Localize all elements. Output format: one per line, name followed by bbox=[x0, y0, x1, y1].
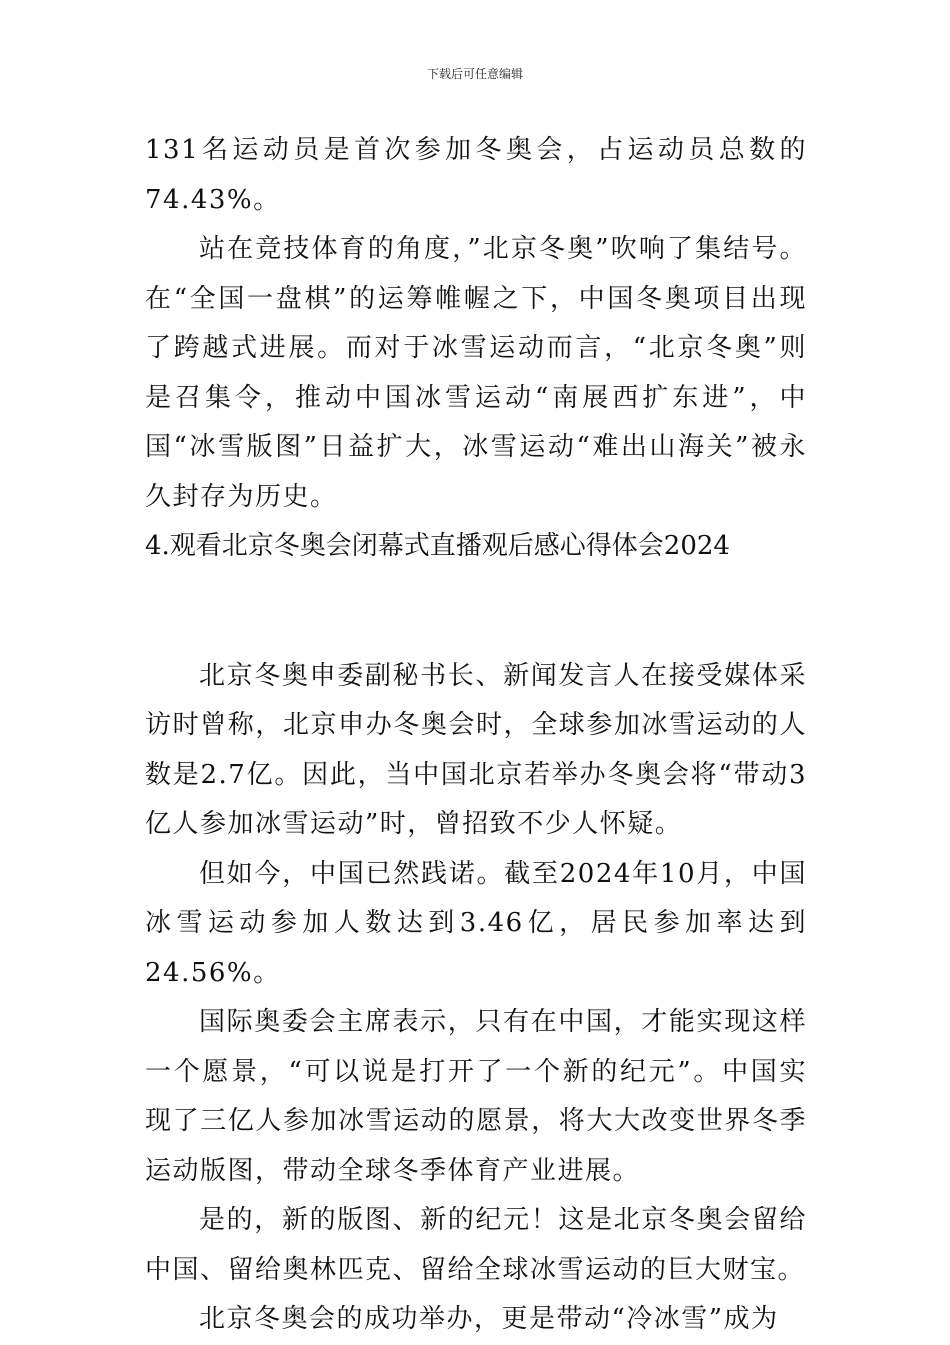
section-heading: 4.观看北京冬奥会闭幕式直播观后感心得体会2024 bbox=[145, 531, 730, 561]
paragraph-competitive-sports: 站在竞技体育的角度，”北京冬奥”吹响了集结号。在“全国一盘棋”的运筹帷幄之下，中国冬奥项目出现了跨越式进展。而对于冰雪运动而言，“北京冬奥”则是召集令，推动中国冰雪运动“南展西扩东进”，中国“冰雪版图”日益扩大，冰雪运动“难出山海关”被永久封存为历史。 bbox=[145, 234, 807, 512]
blank-line bbox=[145, 572, 807, 652]
paragraph-final: 北京冬奥会的成功举办，更是带动“冷冰雪”成为 bbox=[199, 1304, 779, 1334]
paragraph-ioc-president: 国际奥委会主席表示，只有在中国，才能实现这样一个愿景，“可以说是打开了一个新的纪元”。中国实现了三亿人参加冰雪运动的愿景，将大大改变世界冬季运动版图，带动全球冬季体育产业进展。 bbox=[145, 1007, 807, 1186]
article-body bbox=[145, 126, 807, 1345]
paragraph-legacy: 是的，新的版图、新的纪元！这是北京冬奥会留给中国、留给奥林匹克、留给全球冰雪运动的巨大财宝。 bbox=[145, 1205, 807, 1285]
paragraph-continued: 131名运动员是首次参加冬奥会，占运动员总数的74.43%。 bbox=[145, 135, 807, 215]
paragraph-spokesperson: 北京冬奥申委副秘书长、新闻发言人在接受媒体采访时曾称，北京申办冬奥会时，全球参加冰雪运动的人数是2.7亿。因此，当中国北京若举办冬奥会将“带动3亿人参加冰雪运动”时，曾招致不少人怀疑。 bbox=[145, 660, 807, 839]
download-note: 下载后可任意编辑 bbox=[426, 67, 523, 81]
paragraph-promise-fulfilled: 但如今，中国已然践诺。截至2024年10月，中国冰雪运动参加人数达到3.46亿，居民参加率达到24.56%。 bbox=[145, 858, 807, 988]
